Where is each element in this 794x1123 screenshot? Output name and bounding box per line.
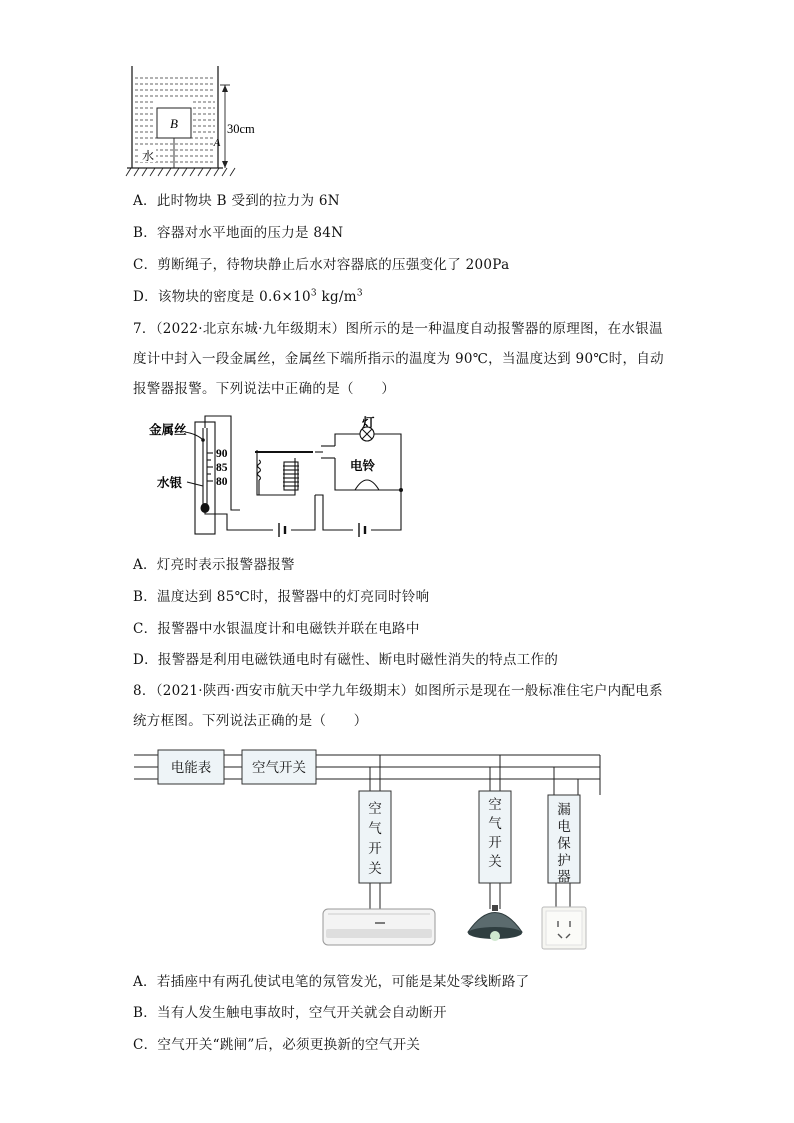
switch2-char: 空	[488, 797, 502, 812]
mercury-label: 水银	[157, 476, 183, 490]
container-figure	[125, 64, 275, 182]
air-conditioner-icon	[323, 909, 435, 945]
q8-option-a: A．若插座中有两孔使试电笔的氖管发光，可能是某处零线断路了	[133, 974, 530, 990]
q7-option-d: D．报警器是利用电磁铁通电时有磁性、断电时磁性消失的特点工作的	[133, 652, 559, 668]
temp-80: 80	[216, 476, 228, 488]
switch1-char: 开	[368, 841, 382, 856]
protector-char: 护	[557, 853, 571, 868]
switch1-char: 关	[368, 861, 382, 876]
q6-option-d-exp1: 3	[310, 288, 317, 299]
socket-icon	[542, 907, 586, 949]
water-label: 水	[141, 149, 155, 163]
meter-label: 电能表	[170, 760, 212, 775]
q8-option-c: C．空气开关“跳闸”后，必须更换新的空气开关	[133, 1037, 421, 1053]
protector-char: 电	[557, 819, 571, 834]
temp-90: 90	[216, 448, 228, 460]
protector-char: 器	[557, 869, 571, 884]
q6-option-a: A．此时物块 B 受到的拉力为 6N	[133, 193, 340, 209]
wire-label: 金属丝	[149, 423, 187, 437]
q7-option-a: A．灯亮时表示报警器报警	[133, 557, 295, 573]
distribution-diagram	[130, 745, 610, 955]
protector-char: 漏	[557, 802, 571, 817]
main-switch-label: 空气开关	[252, 760, 306, 775]
q8-stem-line2: 统方框图。下列说法正确的是（ ）	[133, 713, 368, 729]
point-a-label: A	[213, 137, 221, 149]
q6-option-b: B．容器对水平地面的压力是 84N	[133, 225, 344, 241]
q8-option-b: B．当有人发生触电事故时，空气开关就会自动断开	[133, 1005, 447, 1021]
alarm-circuit-figure	[145, 410, 415, 545]
height-label: 30cm	[227, 122, 255, 136]
switch1-char: 空	[368, 801, 382, 816]
protector-char: 保	[557, 836, 571, 851]
q8-stem-line1: 8．（2021·陕西·西安市航天中学九年级期末）如图所示是现在一般标准住宅户内配电系	[133, 683, 663, 699]
q7-stem-line1: 7．（2022·北京东城·九年级期末）图所示的是一种温度自动报警器的原理图，在水银温	[133, 321, 663, 337]
temp-85: 85	[216, 462, 228, 474]
q7-stem-line2: 度计中封入一段金属丝，金属丝下端所指示的温度为 90℃，当温度达到 90℃时，自动	[133, 351, 664, 367]
q6-option-d	[133, 288, 363, 306]
q7-stem-line3: 报警器报警。下列说法中正确的是（ ）	[133, 381, 396, 397]
switch2-char: 气	[488, 816, 502, 831]
q6-option-c: C．剪断绳子，待物块静止后水对容器底的压强变化了 200Pa	[133, 257, 510, 273]
bell-label: 电铃	[350, 459, 376, 473]
q6-option-d-text: D．该物块的密度是 0.6×10	[133, 289, 311, 305]
q6-option-d-exp2: 3	[356, 288, 363, 299]
block-b-label: B	[170, 116, 178, 131]
q7-option-b: B．温度达到 85℃时，报警器中的灯亮同时铃响	[133, 589, 430, 605]
switch2-char: 开	[488, 835, 502, 850]
switch2-char: 关	[488, 854, 502, 869]
q6-option-d-unit: kg/m	[316, 289, 357, 305]
lamp-icon	[468, 905, 522, 941]
q7-option-c: C．报警器中水银温度计和电磁铁并联在电路中	[133, 621, 420, 637]
lamp-label: 灯	[362, 416, 375, 430]
switch1-char: 气	[368, 821, 382, 836]
